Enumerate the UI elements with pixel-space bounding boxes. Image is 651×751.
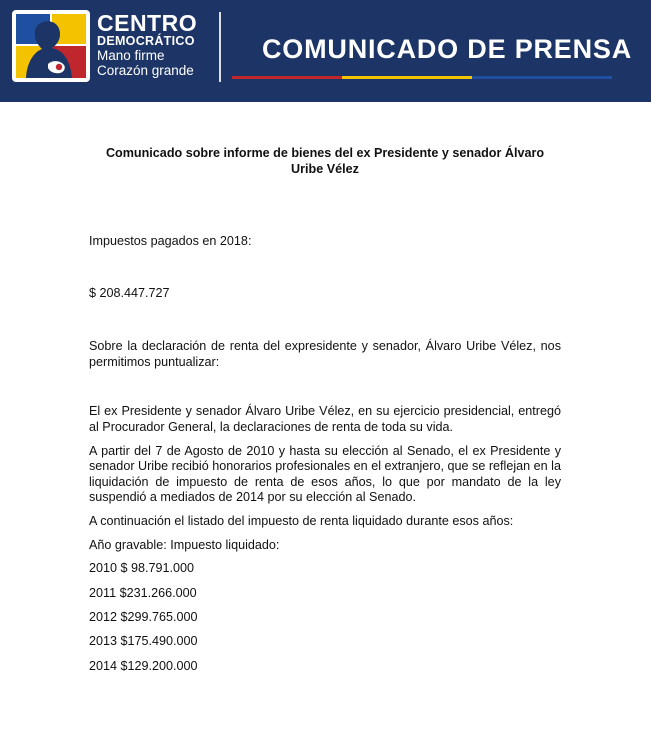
stripe-blue bbox=[472, 76, 612, 79]
list-header: Año gravable: Impuesto liquidado: bbox=[89, 537, 280, 552]
stripe-yellow bbox=[342, 76, 472, 79]
tax-year-list bbox=[89, 561, 561, 674]
list-item: 2013 $175.490.000 bbox=[89, 634, 198, 649]
taxes-label: Impuestos pagados en 2018: bbox=[89, 234, 252, 248]
logo-slogan-line1: Mano firme bbox=[97, 48, 165, 63]
press-release-title: COMUNICADO DE PRENSA bbox=[262, 34, 633, 64]
logo-name-line1: CENTRO bbox=[97, 10, 198, 36]
paragraph-honorarios: A partir del 7 de Agosto de 2010 y hasta su elección al Senado, el ex Presidente y senador Uribe recibió honorarios profesionales en el extranjero, que se reflejan en la liquidación de impuesto de renta de esos años, lo que por mandato de la ley suspendió a mediados de 2014 por su elección al Senado. bbox=[89, 443, 561, 505]
flag-stripes bbox=[232, 76, 612, 79]
intro-paragraph: Sobre la declaración de renta del expresidente y senador, Álvaro Uribe Vélez, nos permitimos puntualizar: bbox=[89, 339, 561, 369]
paragraph-procurador: El ex Presidente y senador Álvaro Uribe Vélez, en su ejercicio presidencial, entregó al Procurador General, la declaraciones de renta de toda su vida. bbox=[89, 404, 561, 434]
header-divider bbox=[219, 12, 221, 82]
centro-democratico-logo-icon bbox=[12, 10, 90, 82]
taxes-amount: $ 208.447.727 bbox=[89, 285, 170, 300]
list-item: 2010 $ 98.791.000 bbox=[89, 561, 195, 576]
document-body bbox=[89, 145, 561, 683]
list-item: 2011 $231.266.000 bbox=[89, 585, 197, 600]
logo-text bbox=[97, 12, 197, 78]
document-title: Comunicado sobre informe de bienes del ex Presidente y senador Álvaro Uribe Vélez bbox=[105, 146, 545, 176]
logo-slogan-line2: Corazón grande bbox=[97, 63, 194, 78]
press-header bbox=[0, 0, 651, 102]
list-item: 2012 $299.765.000 bbox=[89, 609, 198, 624]
list-item: 2014 $129.200.000 bbox=[89, 658, 198, 673]
logo-name-line2: DEMOCRÁTICO bbox=[97, 34, 195, 48]
paragraph-listado: A continuación el listado del impuesto de renta liquidado durante esos años: bbox=[89, 513, 514, 528]
stripe-red bbox=[232, 76, 342, 79]
